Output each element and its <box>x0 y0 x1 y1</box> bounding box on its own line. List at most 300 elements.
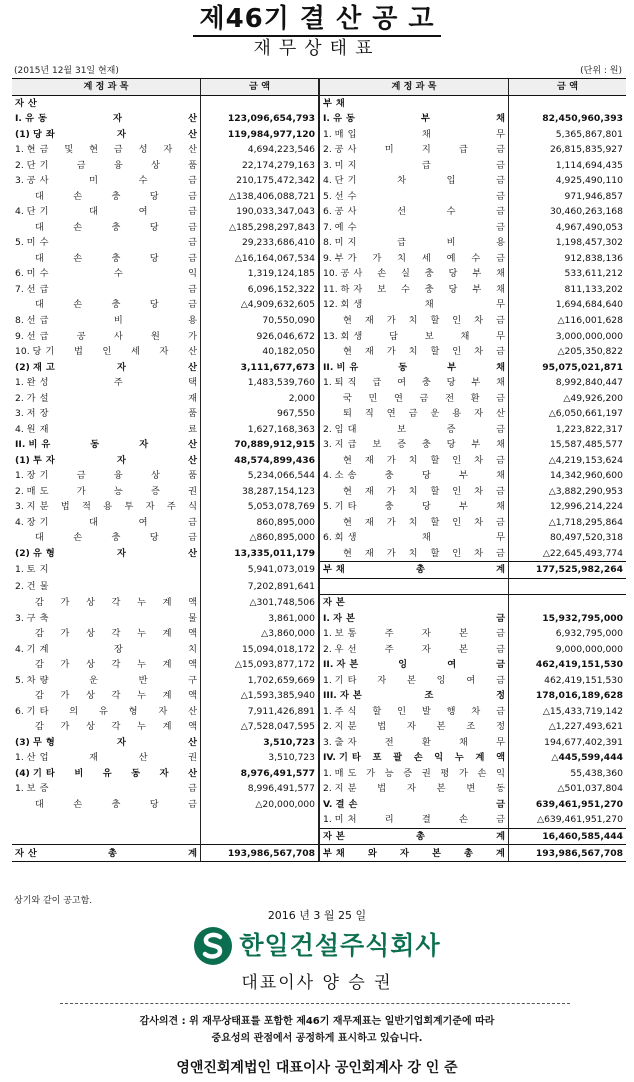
label-char: 차 <box>474 485 484 497</box>
label-char: 변 <box>466 783 476 795</box>
item-label <box>40 173 197 188</box>
left-account-content <box>15 406 197 421</box>
label-char: 금 <box>496 252 505 264</box>
right-amount: 15,587,485,577 <box>509 437 627 453</box>
left-amount: 40,182,050 <box>201 344 320 360</box>
total-assets-label <box>12 845 201 862</box>
right-account-content <box>323 297 505 312</box>
item-label <box>349 797 506 812</box>
label-char: 장 <box>113 643 123 655</box>
left-account-content <box>15 611 197 626</box>
right-amount: △15,433,719,142 <box>509 704 627 720</box>
label-char: 액 <box>188 628 197 640</box>
label-char: 가 <box>347 252 357 264</box>
label-char: 축 <box>39 612 49 624</box>
table-row <box>12 344 626 360</box>
right-account-content <box>323 251 505 266</box>
label-char: 타 <box>347 501 357 513</box>
item-prefix: 부 <box>323 97 332 109</box>
table-row <box>12 127 626 143</box>
item-label <box>348 704 505 719</box>
right-account <box>319 189 509 205</box>
label-char: 자 <box>353 283 363 295</box>
label-char: 금 <box>496 159 505 171</box>
label-char: 금 <box>188 299 197 311</box>
right-account <box>319 421 509 437</box>
item-prefix: 6. 미 <box>15 268 36 280</box>
left-account <box>12 750 201 766</box>
right-account-content <box>323 611 505 626</box>
label-char: 금 <box>76 470 86 482</box>
item-label <box>348 158 505 173</box>
total-liabilities-equity-amount: 193,986,567,708 <box>509 845 627 862</box>
left-amount: △7,528,047,595 <box>201 719 320 735</box>
label-char: 현 <box>343 454 352 466</box>
table-row <box>12 111 626 127</box>
item-label <box>35 719 197 734</box>
label-char: 미 <box>384 144 394 156</box>
label-char: 자 <box>377 674 387 686</box>
header-amount-right: 금 액 <box>509 79 627 96</box>
right-account-content <box>323 735 505 750</box>
left-amount: △4,909,632,605 <box>201 297 320 313</box>
table-row <box>12 235 626 251</box>
label-char: 본 <box>335 831 345 842</box>
item-prefix: II. 비 <box>15 439 38 451</box>
label-char: 산 <box>188 736 197 748</box>
item-prefix: 10. 당 <box>15 346 42 358</box>
label-char: 차 <box>471 705 481 717</box>
left-account-content <box>15 626 197 641</box>
label-char: 채 <box>496 113 505 125</box>
right-amount: 95,075,021,871 <box>509 359 627 375</box>
label-char: 손 <box>413 752 423 764</box>
left-account <box>12 797 201 813</box>
label-char: 자 <box>406 721 416 733</box>
left-account-content <box>15 546 197 561</box>
label-char: 수 <box>39 268 49 280</box>
label-char: 법 <box>377 783 387 795</box>
left-account <box>12 127 201 143</box>
label-char: 사 <box>347 206 357 218</box>
label-char: 부 <box>472 283 482 295</box>
label-char: 상 <box>86 659 95 671</box>
header-amount-left: 금 액 <box>201 79 320 96</box>
label-char: 자 <box>116 736 126 748</box>
table-row <box>12 189 626 205</box>
label-char: 증 <box>403 767 413 779</box>
left-amount: 119,984,977,120 <box>201 127 320 143</box>
right-amount: 639,461,951,270 <box>509 797 627 813</box>
label-char: 직 <box>364 408 374 420</box>
item-label <box>349 360 505 375</box>
label-char: 성 <box>138 144 148 156</box>
left-account-content <box>15 437 197 452</box>
label-char: 환 <box>421 736 431 748</box>
label-char: 법 <box>73 346 83 358</box>
left-account-content <box>15 266 197 281</box>
label-char: 금 <box>496 612 505 624</box>
item-label <box>40 235 197 250</box>
left-account <box>12 95 201 111</box>
label-char: 금 <box>496 175 505 187</box>
label-char: 물 <box>39 580 49 592</box>
left-account <box>12 578 201 595</box>
table-row <box>12 642 626 658</box>
left-account-content <box>15 360 197 375</box>
label-char: 산 <box>188 767 197 779</box>
label-char: 금 <box>496 346 505 358</box>
label-char: 차 <box>474 547 484 559</box>
label-char: 자 <box>116 547 126 559</box>
label-char: 감 <box>35 721 44 733</box>
left-account-content <box>15 735 197 750</box>
left-account <box>12 483 201 499</box>
left-amount: 4,694,223,546 <box>201 142 320 158</box>
left-account-content <box>15 499 197 514</box>
item-prefix: 4. 원 <box>15 423 36 435</box>
left-amount: △1,593,385,940 <box>201 688 320 704</box>
label-char: 가 <box>188 330 197 342</box>
label-char: 채 <box>496 268 505 280</box>
right-account <box>319 251 509 267</box>
table-row <box>12 251 626 267</box>
label-char: 조 <box>424 690 434 702</box>
label-char: 당 <box>149 299 159 311</box>
left-account-content <box>15 719 197 734</box>
item-label <box>343 453 505 468</box>
label-char: 권 <box>188 485 197 497</box>
label-char: 기 <box>39 206 49 218</box>
label-char: 용 <box>496 237 505 249</box>
table-row <box>12 142 626 158</box>
label-char: 금 <box>188 516 197 528</box>
left-account <box>12 688 201 704</box>
right-account-content <box>323 344 505 359</box>
item-label <box>40 204 197 219</box>
label-char: 인 <box>452 314 462 326</box>
right-account <box>319 111 509 127</box>
label-char: 금 <box>188 252 197 264</box>
label-char: 법 <box>377 721 387 733</box>
left-amount <box>201 95 320 111</box>
label-char: 산 <box>188 361 197 373</box>
total-assets-amount: 193,986,567,708 <box>201 845 320 862</box>
item-prefix: 3. 미 <box>323 159 344 171</box>
label-char: 할 <box>430 346 440 358</box>
left-account <box>12 406 201 422</box>
label-char: 채 <box>496 470 505 482</box>
item-prefix: 2. 우 <box>323 643 344 655</box>
label-char: 산 <box>138 752 148 764</box>
label-char: 가 <box>60 721 70 733</box>
right-amount: 462,419,151,530 <box>509 673 627 689</box>
label-char: 잉 <box>398 659 408 671</box>
left-account <box>12 561 201 578</box>
label-char: 선 <box>347 643 357 655</box>
item-label <box>35 297 197 312</box>
item-label <box>343 546 505 561</box>
label-char: 금 <box>39 144 49 156</box>
label-char: 금 <box>496 628 505 640</box>
table-row <box>12 421 626 437</box>
right-account <box>319 704 509 720</box>
label-char: 부 <box>458 470 468 482</box>
label-char: 계 <box>496 831 505 842</box>
right-amount: 4,925,490,110 <box>509 173 627 189</box>
label-char: 고 <box>45 361 55 373</box>
right-account <box>319 158 509 174</box>
item-label <box>35 220 197 235</box>
table-row <box>12 468 626 484</box>
label-char: 가 <box>366 767 376 779</box>
label-char: 금 <box>496 314 505 326</box>
right-amount: △1,227,493,621 <box>509 719 627 735</box>
label-char: 료 <box>188 423 197 435</box>
label-char: 주 <box>384 628 394 640</box>
label-char: 부 <box>458 501 468 513</box>
item-prefix: (1) 당 <box>15 128 42 140</box>
balance-sheet-table <box>12 78 626 862</box>
label-char: 택 <box>188 377 197 389</box>
label-char: 채 <box>496 377 505 389</box>
label-char: 채 <box>496 501 505 513</box>
left-account-content <box>15 688 197 703</box>
label-char: 당 <box>446 377 456 389</box>
label-char: 기 <box>347 175 357 187</box>
item-label <box>348 173 505 188</box>
label-char: 기 <box>39 470 49 482</box>
label-char: 설 <box>39 392 49 404</box>
label-char: 구 <box>188 674 197 686</box>
label-char: 운 <box>89 674 98 686</box>
left-amount: 190,033,347,043 <box>201 204 320 220</box>
left-account <box>12 719 201 735</box>
label-char: 가 <box>60 659 70 671</box>
item-label <box>348 673 505 688</box>
right-amount: 6,932,795,000 <box>509 626 627 642</box>
right-account <box>319 595 509 611</box>
left-amount: △860,895,000 <box>201 530 320 546</box>
label-char: 현 <box>343 346 352 358</box>
right-account <box>319 766 509 782</box>
item-prefix: 1. 퇴 <box>323 377 344 389</box>
item-prefix: V. 결 <box>323 798 345 810</box>
label-char: 당 <box>421 470 431 482</box>
label-char: 재 <box>364 346 374 358</box>
right-amount: 194,677,402,391 <box>509 735 627 751</box>
label-char: 치 <box>408 516 418 528</box>
item-label <box>353 329 505 344</box>
left-account-content <box>15 750 197 765</box>
label-char: 본 <box>349 659 359 671</box>
label-char: 대 <box>35 252 44 264</box>
right-account <box>319 642 509 658</box>
label-char: 채 <box>335 97 345 109</box>
left-account <box>12 545 201 561</box>
item-prefix: 7. 예 <box>323 221 344 233</box>
item-prefix: (2) 유 <box>15 547 42 559</box>
label-char: 금 <box>113 144 123 156</box>
label-char: 자 <box>163 144 173 156</box>
label-char: 급 <box>372 377 382 389</box>
label-char: 분 <box>347 721 357 733</box>
right-amount <box>509 595 627 611</box>
label-char: 각 <box>111 721 121 733</box>
table-row <box>12 483 626 499</box>
divider <box>60 1003 570 1004</box>
label-char: 보 <box>372 439 382 451</box>
left-account-content <box>15 251 197 266</box>
label-char: 충 <box>421 439 431 451</box>
label-char: 처 <box>347 814 357 826</box>
label-char: 보 <box>377 283 387 295</box>
label-char: 사 <box>347 144 357 156</box>
item-label <box>40 562 197 577</box>
left-account <box>12 673 201 689</box>
label-char: 대 <box>89 516 98 528</box>
label-char: 동 <box>37 113 47 125</box>
auditor-name: 영앤진회계법인 대표이사 공인회계사 강 인 준 <box>176 1060 458 1076</box>
label-char: 충 <box>384 470 394 482</box>
label-char: 증 <box>39 783 49 795</box>
item-prefix: 자 <box>323 597 332 609</box>
item-prefix: 5. 선 <box>323 190 344 202</box>
item-label <box>348 642 505 657</box>
label-char: 감 <box>35 597 44 609</box>
left-account-content <box>15 329 197 344</box>
label-char: 본 <box>431 847 441 859</box>
item-prefix: 3. 지 <box>15 501 36 513</box>
label-char: 의 <box>69 705 79 717</box>
right-account <box>319 344 509 360</box>
left-amount: 48,574,899,436 <box>201 452 320 468</box>
left-account-content <box>15 391 197 406</box>
label-char: 타 <box>347 674 357 686</box>
label-char: 평 <box>440 767 450 779</box>
label-char: 보 <box>424 330 434 342</box>
left-account <box>12 437 201 453</box>
label-char: 품 <box>188 470 197 482</box>
right-account <box>319 127 509 143</box>
right-amount: △116,001,628 <box>509 313 627 329</box>
label-char: 자 <box>139 439 149 451</box>
item-label <box>46 766 197 781</box>
label-char: 비 <box>113 314 123 326</box>
right-account-content <box>323 562 505 577</box>
right-account <box>319 735 509 751</box>
label-char: 상 <box>150 470 160 482</box>
label-char: 당 <box>149 532 159 544</box>
label-char: 산 <box>27 97 37 109</box>
label-char: 할 <box>430 314 440 326</box>
label-char: 할 <box>430 485 440 497</box>
label-char: 수 <box>347 221 357 233</box>
item-prefix: I. 유 <box>323 113 342 125</box>
left-account-content <box>15 781 197 796</box>
left-amount: 5,234,066,544 <box>201 468 320 484</box>
table-row <box>12 812 626 828</box>
label-char: 능 <box>113 485 123 497</box>
label-char: 금 <box>496 798 505 810</box>
label-char: 충 <box>111 252 121 264</box>
label-char: 동 <box>496 783 505 795</box>
label-char: 대 <box>35 299 44 311</box>
right-account-content <box>323 422 505 437</box>
right-amount: 9,000,000,000 <box>509 642 627 658</box>
left-account <box>12 781 201 797</box>
label-char: 금 <box>419 392 429 404</box>
label-char: 무 <box>496 532 505 544</box>
left-account <box>12 468 201 484</box>
label-char: 퇴 <box>343 408 352 420</box>
table-row <box>12 766 626 782</box>
label-char: 당 <box>149 221 159 233</box>
right-account-content <box>323 127 505 142</box>
label-char: 타 <box>39 705 49 717</box>
company-logo-icon <box>193 926 233 966</box>
item-prefix: 1. 기 <box>323 674 344 686</box>
item-label <box>40 642 197 657</box>
table-row <box>12 828 626 845</box>
label-char: 액 <box>188 659 197 671</box>
item-prefix: 1. 현 <box>15 144 36 156</box>
left-account <box>12 344 201 360</box>
item-label <box>348 468 505 483</box>
label-char: 대 <box>89 206 98 218</box>
left-amount: 3,111,677,673 <box>201 359 320 375</box>
item-label <box>40 422 197 437</box>
item-label <box>35 595 197 610</box>
label-char: 분 <box>39 501 49 513</box>
label-char: 손 <box>73 190 83 202</box>
label-char: 수 <box>113 268 123 280</box>
label-char: 금 <box>496 392 505 404</box>
label-char: 본 <box>352 690 362 702</box>
label-char: 충 <box>424 283 434 295</box>
label-char: 자 <box>113 113 122 125</box>
label-char: 상 <box>86 721 95 733</box>
right-account <box>319 673 509 689</box>
right-amount: △4,219,153,624 <box>509 452 627 468</box>
table-row <box>12 158 626 174</box>
item-prefix: 5. 기 <box>323 501 344 513</box>
label-char: 손 <box>73 221 83 233</box>
right-account <box>319 545 509 561</box>
label-char: 금 <box>188 783 197 795</box>
table-row <box>12 406 626 422</box>
label-char: 재 <box>364 547 374 559</box>
item-label <box>41 437 197 452</box>
label-char: 산 <box>188 128 197 140</box>
right-account <box>319 204 509 220</box>
label-char: 기 <box>39 516 49 528</box>
left-amount: 6,096,152,322 <box>201 282 320 298</box>
label-char: 와 <box>367 847 377 859</box>
label-char: 상 <box>150 159 160 171</box>
left-account-content <box>15 642 197 657</box>
item-label <box>46 453 197 468</box>
item-label <box>35 797 197 812</box>
item-prefix: 3. 출 <box>323 736 344 748</box>
label-char: 각 <box>111 597 121 609</box>
item-prefix: (1) 투 <box>15 454 42 466</box>
label-char: 치 <box>188 643 197 655</box>
item-label <box>40 313 197 328</box>
label-char: 가 <box>386 485 396 497</box>
label-char: 자 <box>406 783 416 795</box>
left-account <box>12 359 201 375</box>
